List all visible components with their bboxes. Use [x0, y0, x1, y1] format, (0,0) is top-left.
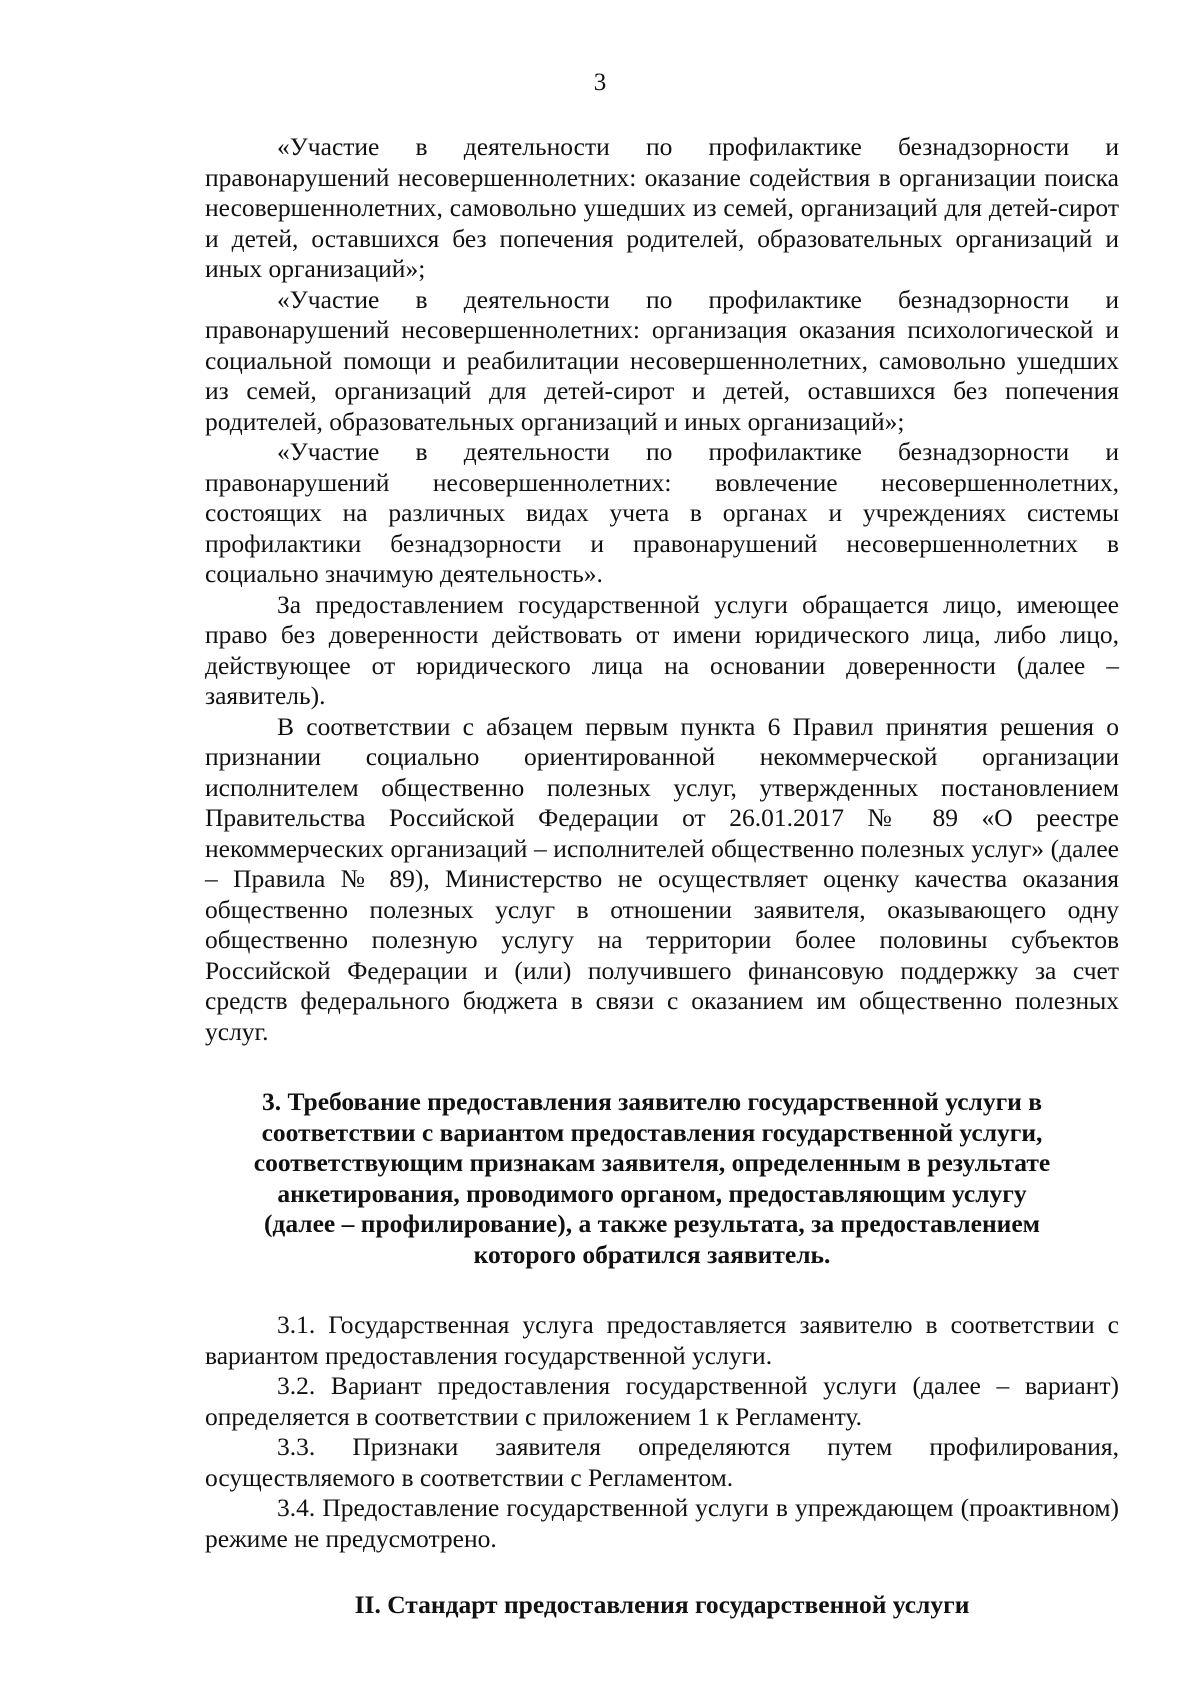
document-body	[205, 132, 1119, 1621]
paragraph-socially-significant-activity: «Участие в деятельности по профилактике безнадзорности и правонарушений несовершеннолетних: вовлечение несовершеннолетних, состоящих на различных видах учета в органах и учреждениях системы профилактики безнадзорности и правонарушений несовершеннолетних в социально значимую деятельность».	[205, 437, 1119, 588]
paragraph-search-assistance: «Участие в деятельности по профилактике безнадзорности и правонарушений несовершеннолетних: оказание содействия в организации поиска несовершеннолетних, самовольно ушедших из семей, организаций для детей-сирот и детей, оставшихся без попечения родителей, образовательных организаций и иных организаций»;	[205, 132, 1119, 283]
clause-3-4: 3.4. Предоставление государственной услуги в упреждающем (проактивном) режиме не предусмотрено.	[205, 1493, 1119, 1553]
clause-3-2: 3.2. Вариант предоставления государственной услуги (далее – вариант) определяется в соответствии с приложением 1 к Регламенту.	[205, 1371, 1119, 1431]
paragraph-applicant-definition: За предоставлением государственной услуги обращается лицо, имеющее право без доверенности действовать от имени юридического лица, либо лицо, действующее от юридического лица на основании доверенности (далее – заявитель).	[205, 589, 1119, 710]
chapter-2-heading: II. Стандарт предоставления государственной услуги	[354, 1590, 970, 1619]
clause-3-1: 3.1. Государственная услуга предоставляется заявителю в соответствии с вариантом предоставления государственной услуги.	[205, 1310, 1119, 1370]
paragraph-psychological-help: «Участие в деятельности по профилактике безнадзорности и правонарушений несовершеннолетних: организация оказания психологической и социальной помощи и реабилитации несовершеннолетних, самовольно ушедших из семей, организаций для детей-сирот и детей, оставшихся без попечения родителей, образовательных организаций и иных организаций»;	[205, 284, 1119, 436]
page-number: 3	[593, 69, 607, 96]
clause-3-3: 3.3. Признаки заявителя определяются путем профилирования, осуществляемого в соответствии с Регламентом.	[205, 1432, 1119, 1492]
paragraph-rules-89: В соответствии с абзацем первым пункта 6 Правил принятия решения о признании социально ориентированной некоммерческой организации исполнителем общественно полезных услуг, утвержденных постановлением Правительства Российской Федерации от 26.01.2017 № 89 «О реестре некоммерческих организаций – исполнителей общественно полезных услуг» (далее – Правила № 89), Министерство не осуществляет оценку качества оказания общественно полезных услуг в отношении заявителя, оказывающего одну общественно полезную услугу на территории более половины субъектов Российской Федерации и (или) получившего финансовую поддержку за счет средств федерального бюджета в связи с оказанием им общественно полезных услуг.	[205, 711, 1119, 1046]
section-3-heading: 3. Требование предоставления заявителю государственной услуги в соответствии с вариантом предоставления государственной услуги, соответствующим признакам заявителя, определенным в результате анкетирования, проводимого органом, предоставляющим услугу (далее – профилирование), а также результата, за предоставлением которого обратился заявитель.	[253, 1087, 1051, 1269]
